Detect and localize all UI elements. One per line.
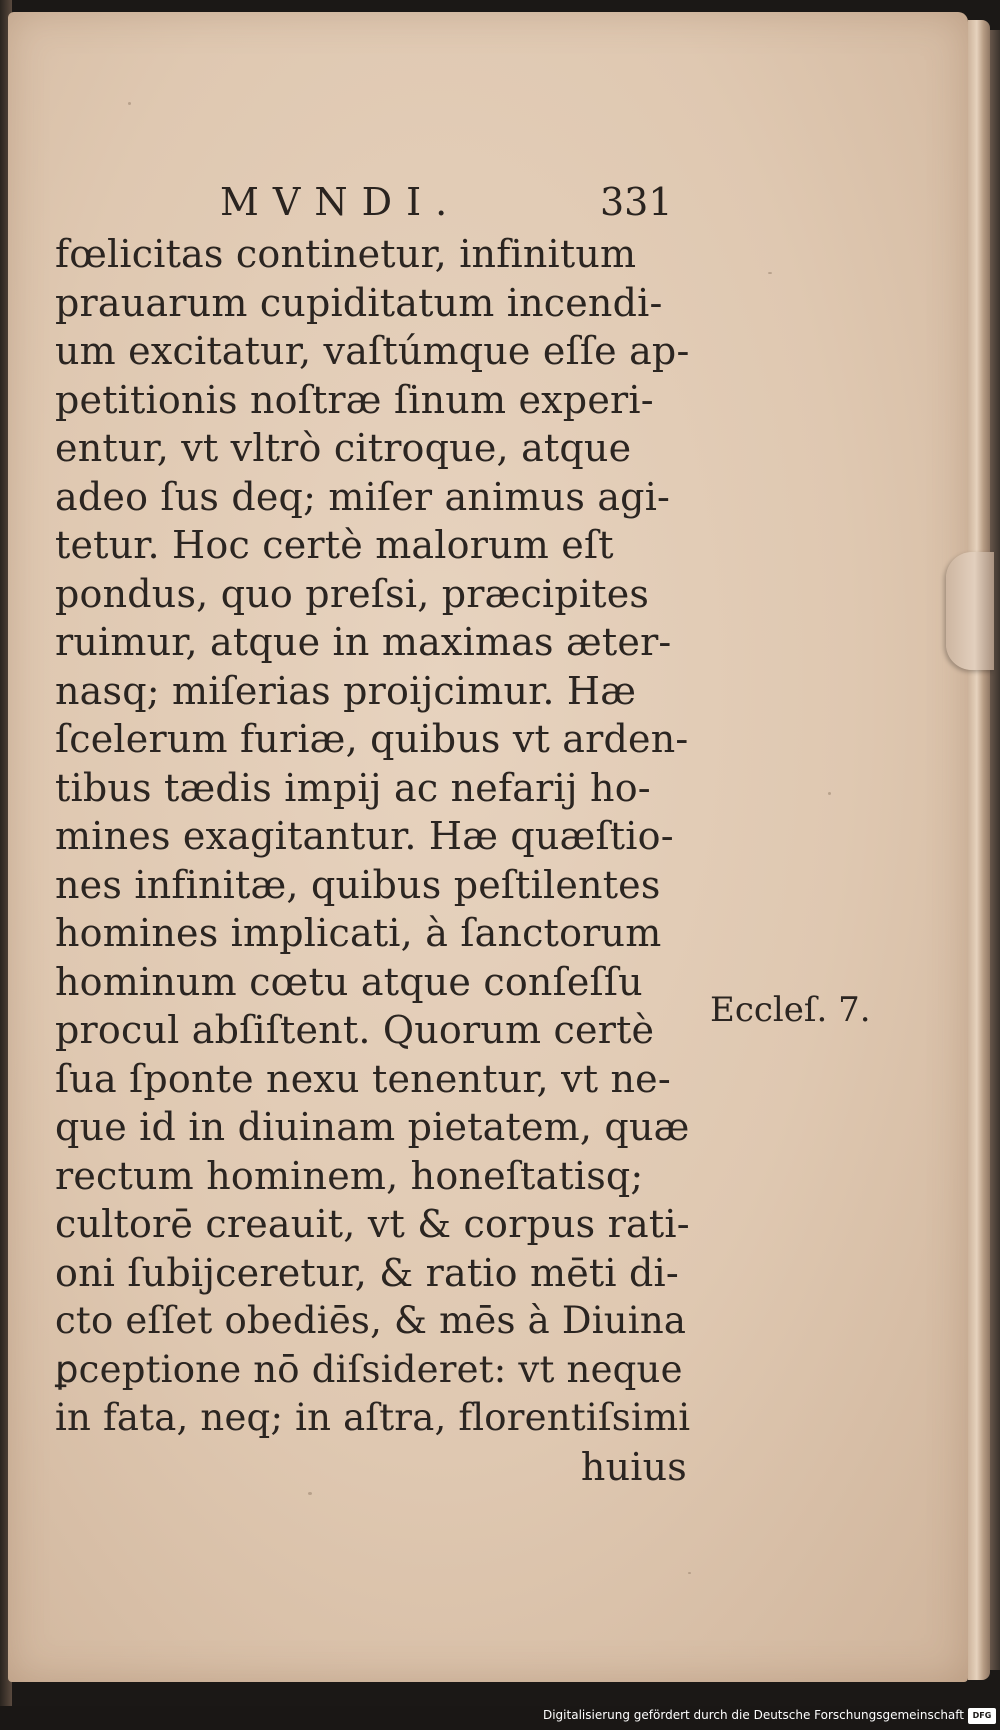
text-line: oni ſubijceretur, & ratio mēti di- — [55, 1250, 679, 1295]
dfg-logo-text: DFG — [972, 1711, 992, 1720]
text-line: procul abſiſtent. Quorum certè — [55, 1008, 655, 1052]
page-number: 331 — [600, 180, 673, 224]
text-line: entur, vt vltrò citroque, atque — [55, 426, 632, 470]
text-line: cultorē creauit, vt & corpus rati- — [55, 1202, 690, 1246]
text-line: um excitatur, vaſtúmque eſſe ap- — [55, 329, 690, 373]
text-line: prauarum cupiditatum incendi- — [55, 280, 663, 325]
text-line: petitionis noſtræ ſinum experi- — [55, 377, 654, 422]
paper-speck — [768, 272, 772, 274]
book-fore-edge — [968, 20, 990, 1680]
text-line: tibus tædis impij ac nefarij ho- — [55, 765, 651, 810]
catchword: huius — [580, 1444, 687, 1489]
text-line: rectum hominem, honeſtatisq; — [55, 1153, 644, 1198]
text-line: homines implicati, à ſanctorum — [55, 911, 662, 955]
text-line: nes infinitæ, quibus peſtilentes — [55, 862, 661, 907]
dfg-logo-icon — [968, 1708, 996, 1724]
body-text — [55, 230, 695, 1491]
text-line: tetur. Hoc certè malorum eſt — [55, 523, 614, 567]
text-line: fœlicitas continetur, infinitum — [55, 232, 637, 276]
text-line: ꝑceptione nō diſsideret: vt neque — [55, 1347, 683, 1391]
funding-credit: Digitalisierung gefördert durch die Deutsche Forschungsgemeinschaft — [542, 1708, 964, 1722]
page-tab — [946, 552, 994, 670]
text-line: nasq; miſerias proijcimur. Hæ — [55, 668, 637, 713]
text-line: cto eſſet obediēs, & mēs à Diuina — [55, 1299, 687, 1342]
text-line: in fata, neq; in aſtra, florentiſsimi — [55, 1396, 691, 1439]
text-line: ruimur, atque in maximas æter- — [55, 620, 672, 664]
text-line: hominum cœtu atque conſeſſu — [55, 959, 643, 1004]
page-header — [220, 180, 673, 224]
text-line: ſcelerum furiæ, quibus vt arden- — [55, 717, 689, 761]
running-head: MVNDI. — [220, 180, 462, 224]
paper-speck — [308, 1492, 312, 1495]
text-line: mines exagitantur. Hæ quæſtio- — [55, 814, 674, 858]
paper-speck — [828, 792, 831, 795]
paper-speck — [688, 1572, 691, 1574]
paper-speck — [128, 102, 131, 105]
text-line: adeo ſus deq; miſer animus agi- — [55, 474, 671, 519]
marginal-note: Eccleſ. 7. — [710, 990, 871, 1030]
text-line: pondus, quo preſsi, præcipites — [55, 571, 650, 616]
text-line: ſua ſponte nexu tenentur, vt ne- — [55, 1056, 671, 1101]
text-line: que id in diuinam pietatem, quæ — [55, 1105, 690, 1149]
